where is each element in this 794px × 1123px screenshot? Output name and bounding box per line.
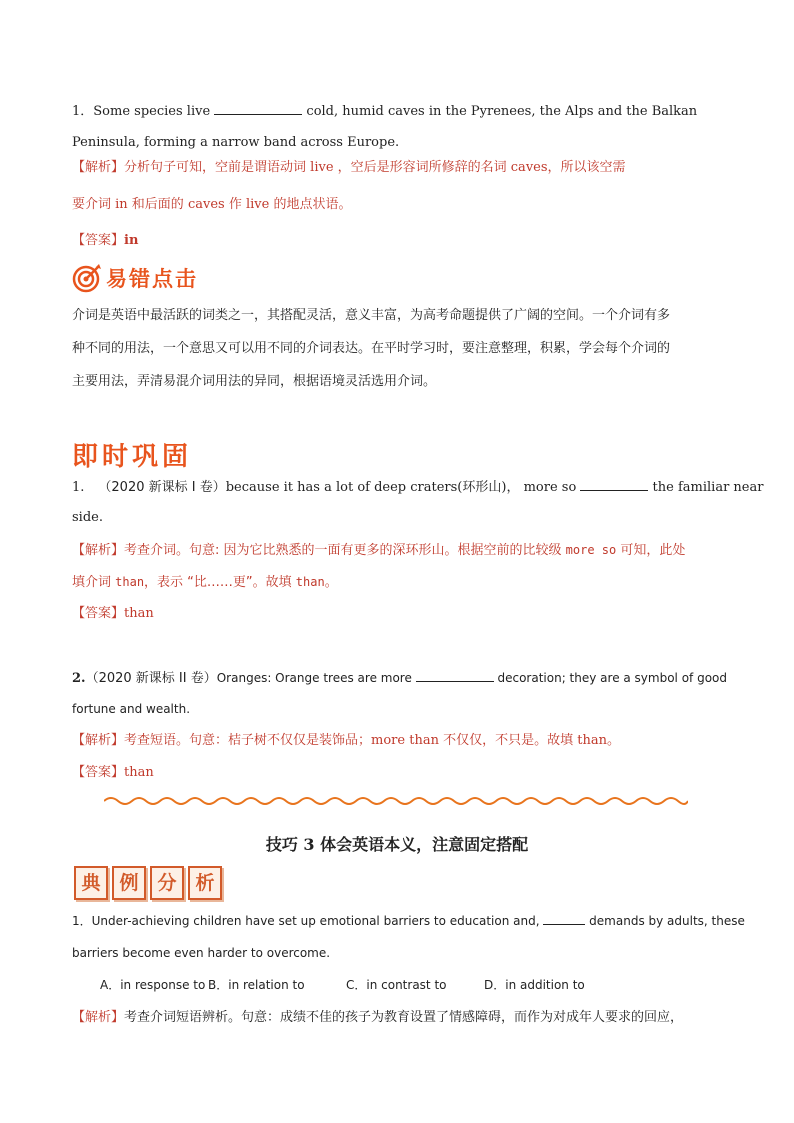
stamp-char: 析: [188, 866, 222, 900]
analysis-line-2: 要介词 in 和后面的 caves 作 live 的地点状语。: [72, 197, 352, 212]
tip-line-3: 主要用法，弄清易混介词用法的异同，根据语境灵活选用介词。: [72, 374, 437, 389]
answer-blank: [416, 668, 494, 682]
stamp-char: 分: [150, 866, 184, 900]
option-b[interactable]: B．in relation to: [208, 978, 305, 992]
question-1-line-2: Peninsula, forming a narrow band across Europe.: [72, 135, 400, 150]
answer-blank: [214, 101, 302, 115]
target-icon: [72, 263, 102, 293]
wave-divider: [104, 795, 688, 807]
practice-q1-line-2: side.: [72, 510, 103, 525]
option-a[interactable]: A．in response to: [100, 978, 206, 992]
practice-q1-analysis-1: 【解析】考查介词。句意: 因为它比熟悉的一面有更多的深环形山。根据空前的比较级 more so 可知，此处: [72, 543, 686, 558]
practice-q1-analysis-2: 填介词 than，表示 “比……更”。故填 than。: [72, 575, 338, 590]
question-1-line-1: 1．Some species live cold, humid caves in the Pyrenees, the Alps and the Balkan: [72, 101, 724, 122]
stamp-char: 例: [112, 866, 146, 900]
section-heading: 技巧 3 体会英语本义，注意固定搭配: [265, 835, 529, 854]
section-analysis: 【解析】考查介词短语辨析。句意：成绩不佳的孩子为教育设置了情感障碍，而作为对成年人要求的回应，: [72, 1010, 684, 1025]
practice-q2-line-1: 2.（2020 新课标 II 卷）Oranges: Orange trees are more decoration; they are a symbol of good: [72, 668, 724, 689]
practice-q2-line-2: fortune and wealth.: [72, 702, 191, 716]
analysis-line-1: 【解析】分析句子可知，空前是谓语动词 live ，空后是形容词所修辞的名词 caves，所以该空需: [72, 160, 626, 175]
tip-badge: [72, 263, 198, 293]
options-line: [100, 975, 752, 995]
answer-line: 【答案】in: [72, 233, 139, 248]
option-c[interactable]: C．in contrast to: [346, 978, 447, 992]
practice-q1-answer: 【答案】than: [72, 606, 154, 621]
practice-title: 即时巩固: [72, 442, 193, 472]
practice-q2-analysis: 【解析】考查短语。句意：桔子树不仅仅是装饰品；more than 不仅仅，不只是。故填 than。: [72, 733, 620, 748]
tip-title: 易错点击: [106, 267, 198, 291]
section-q1-line-2: barriers become even harder to overcome.: [72, 946, 331, 960]
section-q1-line-1: 1．Under-achieving children have set up emotional barriers to education and, demands by adults, these: [72, 911, 724, 931]
answer-blank: [580, 477, 648, 491]
tip-line-2: 种不同的用法，一个意思又可以用不同的介词表达。在平时学习时，要注意整理，积累，学会每个介词的: [72, 341, 671, 356]
stamp-char: 典: [74, 866, 108, 900]
answer-blank: [543, 911, 585, 925]
practice-q2-answer: 【答案】than: [72, 765, 154, 780]
example-analysis-stamps: [74, 866, 222, 900]
option-d[interactable]: D．in addition to: [484, 978, 585, 992]
tip-line-1: 介词是英语中最活跃的词类之一，其搭配灵活，意义丰富，为高考命题提供了广阔的空间。一个介词有多: [72, 308, 671, 323]
practice-q1-line-1: 1. （2020 新课标 I 卷）because it has a lot of deep craters(环形山)， more so the familiar near: [72, 477, 724, 498]
